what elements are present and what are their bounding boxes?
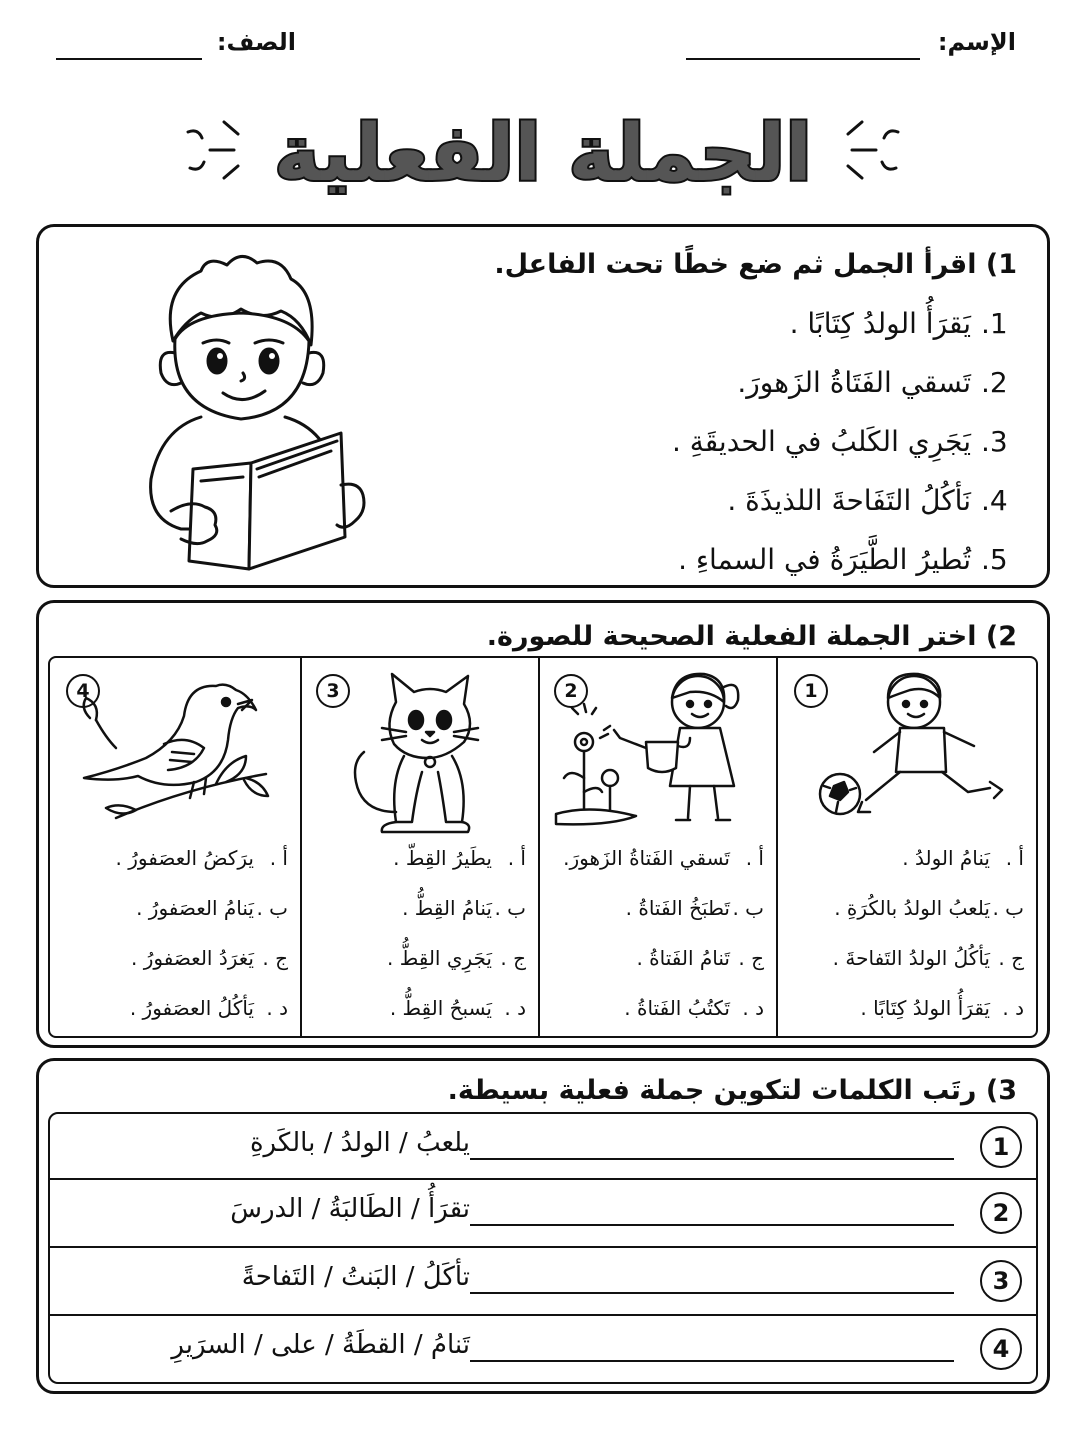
row-number-badge: 4	[980, 1328, 1022, 1370]
picture-choice-grid	[48, 656, 1038, 1038]
row-number-badge: 2	[980, 1192, 1022, 1234]
section-3-heading: 3) رتَب الكلمات لتكوين جملة فعلية بسيطة.	[447, 1075, 1017, 1106]
choice-option[interactable]	[393, 846, 526, 870]
option-text: يَلعبُ الولدُ بالكُرَةِ .	[834, 896, 990, 920]
option-letter: ج .	[500, 946, 526, 970]
option-text: يَأكُلُ العصَفورُ .	[129, 996, 254, 1020]
choice-column-4	[50, 658, 302, 1036]
choice-option[interactable]	[636, 946, 764, 970]
option-text: يَأكُلُ الولدُ التَفاحةَ .	[832, 946, 990, 970]
option-letter: أ .	[745, 846, 764, 870]
sentence-item	[790, 307, 1017, 340]
answer-line[interactable]	[470, 1360, 954, 1362]
row-number-badge: 3	[980, 1260, 1022, 1302]
sentence-text[interactable]: تَسقي الفَتَاةُ الزَهورَ.	[737, 366, 971, 399]
arrange-row	[48, 1316, 1038, 1384]
section-1-heading: 1) اقرأ الجمل ثم ضع خطًا تحت الفاعل.	[494, 249, 1017, 280]
option-letter: د .	[504, 996, 526, 1020]
option-letter: ب .	[494, 896, 526, 920]
section-2-heading: 2) اختر الجملة الفعلية الصحيحة للصورة.	[486, 621, 1017, 652]
sparkle-right-icon	[848, 122, 898, 178]
option-text: يَجَرِي القِطُّ .	[387, 946, 492, 970]
sparkle-left-icon	[188, 122, 238, 178]
option-text: تَنامُ الفَتاةُ .	[636, 946, 730, 970]
scrambled-words: تأكَلُ / البَنتُ / التَفاحةً	[241, 1262, 470, 1292]
name-field-line[interactable]	[686, 58, 920, 60]
answer-line[interactable]	[470, 1224, 954, 1226]
arrange-row	[48, 1112, 1038, 1180]
name-label: الإسم:	[937, 28, 1016, 56]
class-field-line[interactable]	[56, 58, 202, 60]
option-text: تَكتُبُ الفَتاةُ .	[624, 996, 730, 1020]
boy-playing-football-image	[818, 668, 1028, 838]
option-letter: د .	[742, 996, 764, 1020]
option-letter: أ .	[507, 846, 526, 870]
answer-line[interactable]	[470, 1158, 954, 1160]
option-letter: ب .	[732, 896, 764, 920]
option-text: يَنامُ القِطُّ .	[402, 896, 492, 920]
option-text: تَطبَخُ الفَتاةُ .	[625, 896, 730, 920]
choice-option[interactable]	[833, 946, 1024, 970]
choice-option[interactable]	[116, 846, 288, 870]
title-text: الجملة الفعلية	[273, 109, 813, 199]
choice-option[interactable]	[402, 896, 526, 920]
option-letter: ج .	[262, 946, 288, 970]
sentence-number: 4.	[981, 484, 1008, 517]
choice-option[interactable]	[390, 996, 526, 1020]
girl-watering-flowers-image	[550, 668, 760, 838]
choice-option[interactable]	[834, 896, 1024, 920]
option-letter: ج .	[998, 946, 1024, 970]
choice-option[interactable]	[136, 896, 288, 920]
option-letter: د .	[1002, 996, 1024, 1020]
sentence-text[interactable]: يَقرَأُ الولدُ كِتَابًا .	[789, 307, 971, 340]
sentence-item	[737, 366, 1017, 399]
sentence-item	[678, 543, 1017, 576]
option-letter: أ .	[1005, 846, 1024, 870]
sentence-text[interactable]: يَجَرِي الكَلبُ في الحديقَةِ .	[671, 425, 971, 458]
sentence-number: 1.	[981, 307, 1008, 340]
sentence-text[interactable]: تُطيرُ الطَّيَرَةُ في السماءِ .	[678, 543, 971, 576]
choice-column-1	[778, 658, 1036, 1036]
class-label: الصف:	[216, 28, 296, 56]
option-text: يرَكضُ العصَفورُ .	[115, 846, 254, 870]
sentence-number: 3.	[981, 425, 1008, 458]
option-text: يَسبحُ القِطُّ .	[389, 996, 492, 1020]
choice-column-3	[302, 658, 540, 1036]
section-1-box	[36, 224, 1050, 588]
option-text: يطَيرُ القِطّ .	[393, 846, 492, 870]
sentence-item	[672, 425, 1017, 458]
option-text: يَنامُ الولدُ .	[902, 846, 990, 870]
choice-option[interactable]	[130, 996, 288, 1020]
sentence-number: 5.	[981, 543, 1008, 576]
option-text: يَنامُ العصَفورُ .	[136, 896, 254, 920]
option-letter: د .	[266, 996, 288, 1020]
sentence-number: 2.	[981, 366, 1008, 399]
option-letter: ب .	[992, 896, 1024, 920]
choice-option[interactable]	[860, 996, 1024, 1020]
sentence-text[interactable]: نَأكُلُ التَفَاحةَ اللذيذَةَ .	[727, 484, 971, 517]
bird-on-branch-image	[76, 678, 286, 838]
column-number-badge: 2	[554, 674, 588, 708]
worksheet-title	[180, 92, 906, 210]
choice-column-2	[540, 658, 778, 1036]
scrambled-words: يلعبُ / الولدُ / بالكَرةِ	[249, 1128, 470, 1158]
choice-option[interactable]	[624, 996, 764, 1020]
arrange-row	[48, 1248, 1038, 1316]
choice-option[interactable]	[902, 846, 1024, 870]
option-text: يَغرَدُ العصَفورُ .	[131, 946, 254, 970]
option-letter: ج .	[738, 946, 764, 970]
option-text: يَقرَأُ الولدُ كِتَابًا .	[860, 996, 990, 1020]
answer-line[interactable]	[470, 1292, 954, 1294]
scrambled-words: تقرَأُ / الطَالبَةُ / الدرسَ	[230, 1194, 470, 1224]
option-letter: أ .	[269, 846, 288, 870]
sentence-item	[727, 484, 1017, 517]
choice-option[interactable]	[387, 946, 526, 970]
choice-option[interactable]	[563, 846, 764, 870]
row-number-badge: 1	[980, 1126, 1022, 1168]
column-number-badge: 3	[316, 674, 350, 708]
boy-reading-book-image	[131, 249, 371, 569]
option-letter: ب .	[256, 896, 288, 920]
column-number-badge: 4	[66, 674, 100, 708]
choice-option[interactable]	[626, 896, 764, 920]
option-text: تَسقي الفَتاةُ الزَهورَ.	[563, 846, 730, 870]
cat-image	[342, 672, 502, 842]
column-number-badge: 1	[794, 674, 828, 708]
arrange-row	[48, 1180, 1038, 1248]
choice-option[interactable]	[131, 946, 288, 970]
scrambled-words: تَنامُ / القطَةُ / على / السرَيرِ	[171, 1330, 470, 1360]
